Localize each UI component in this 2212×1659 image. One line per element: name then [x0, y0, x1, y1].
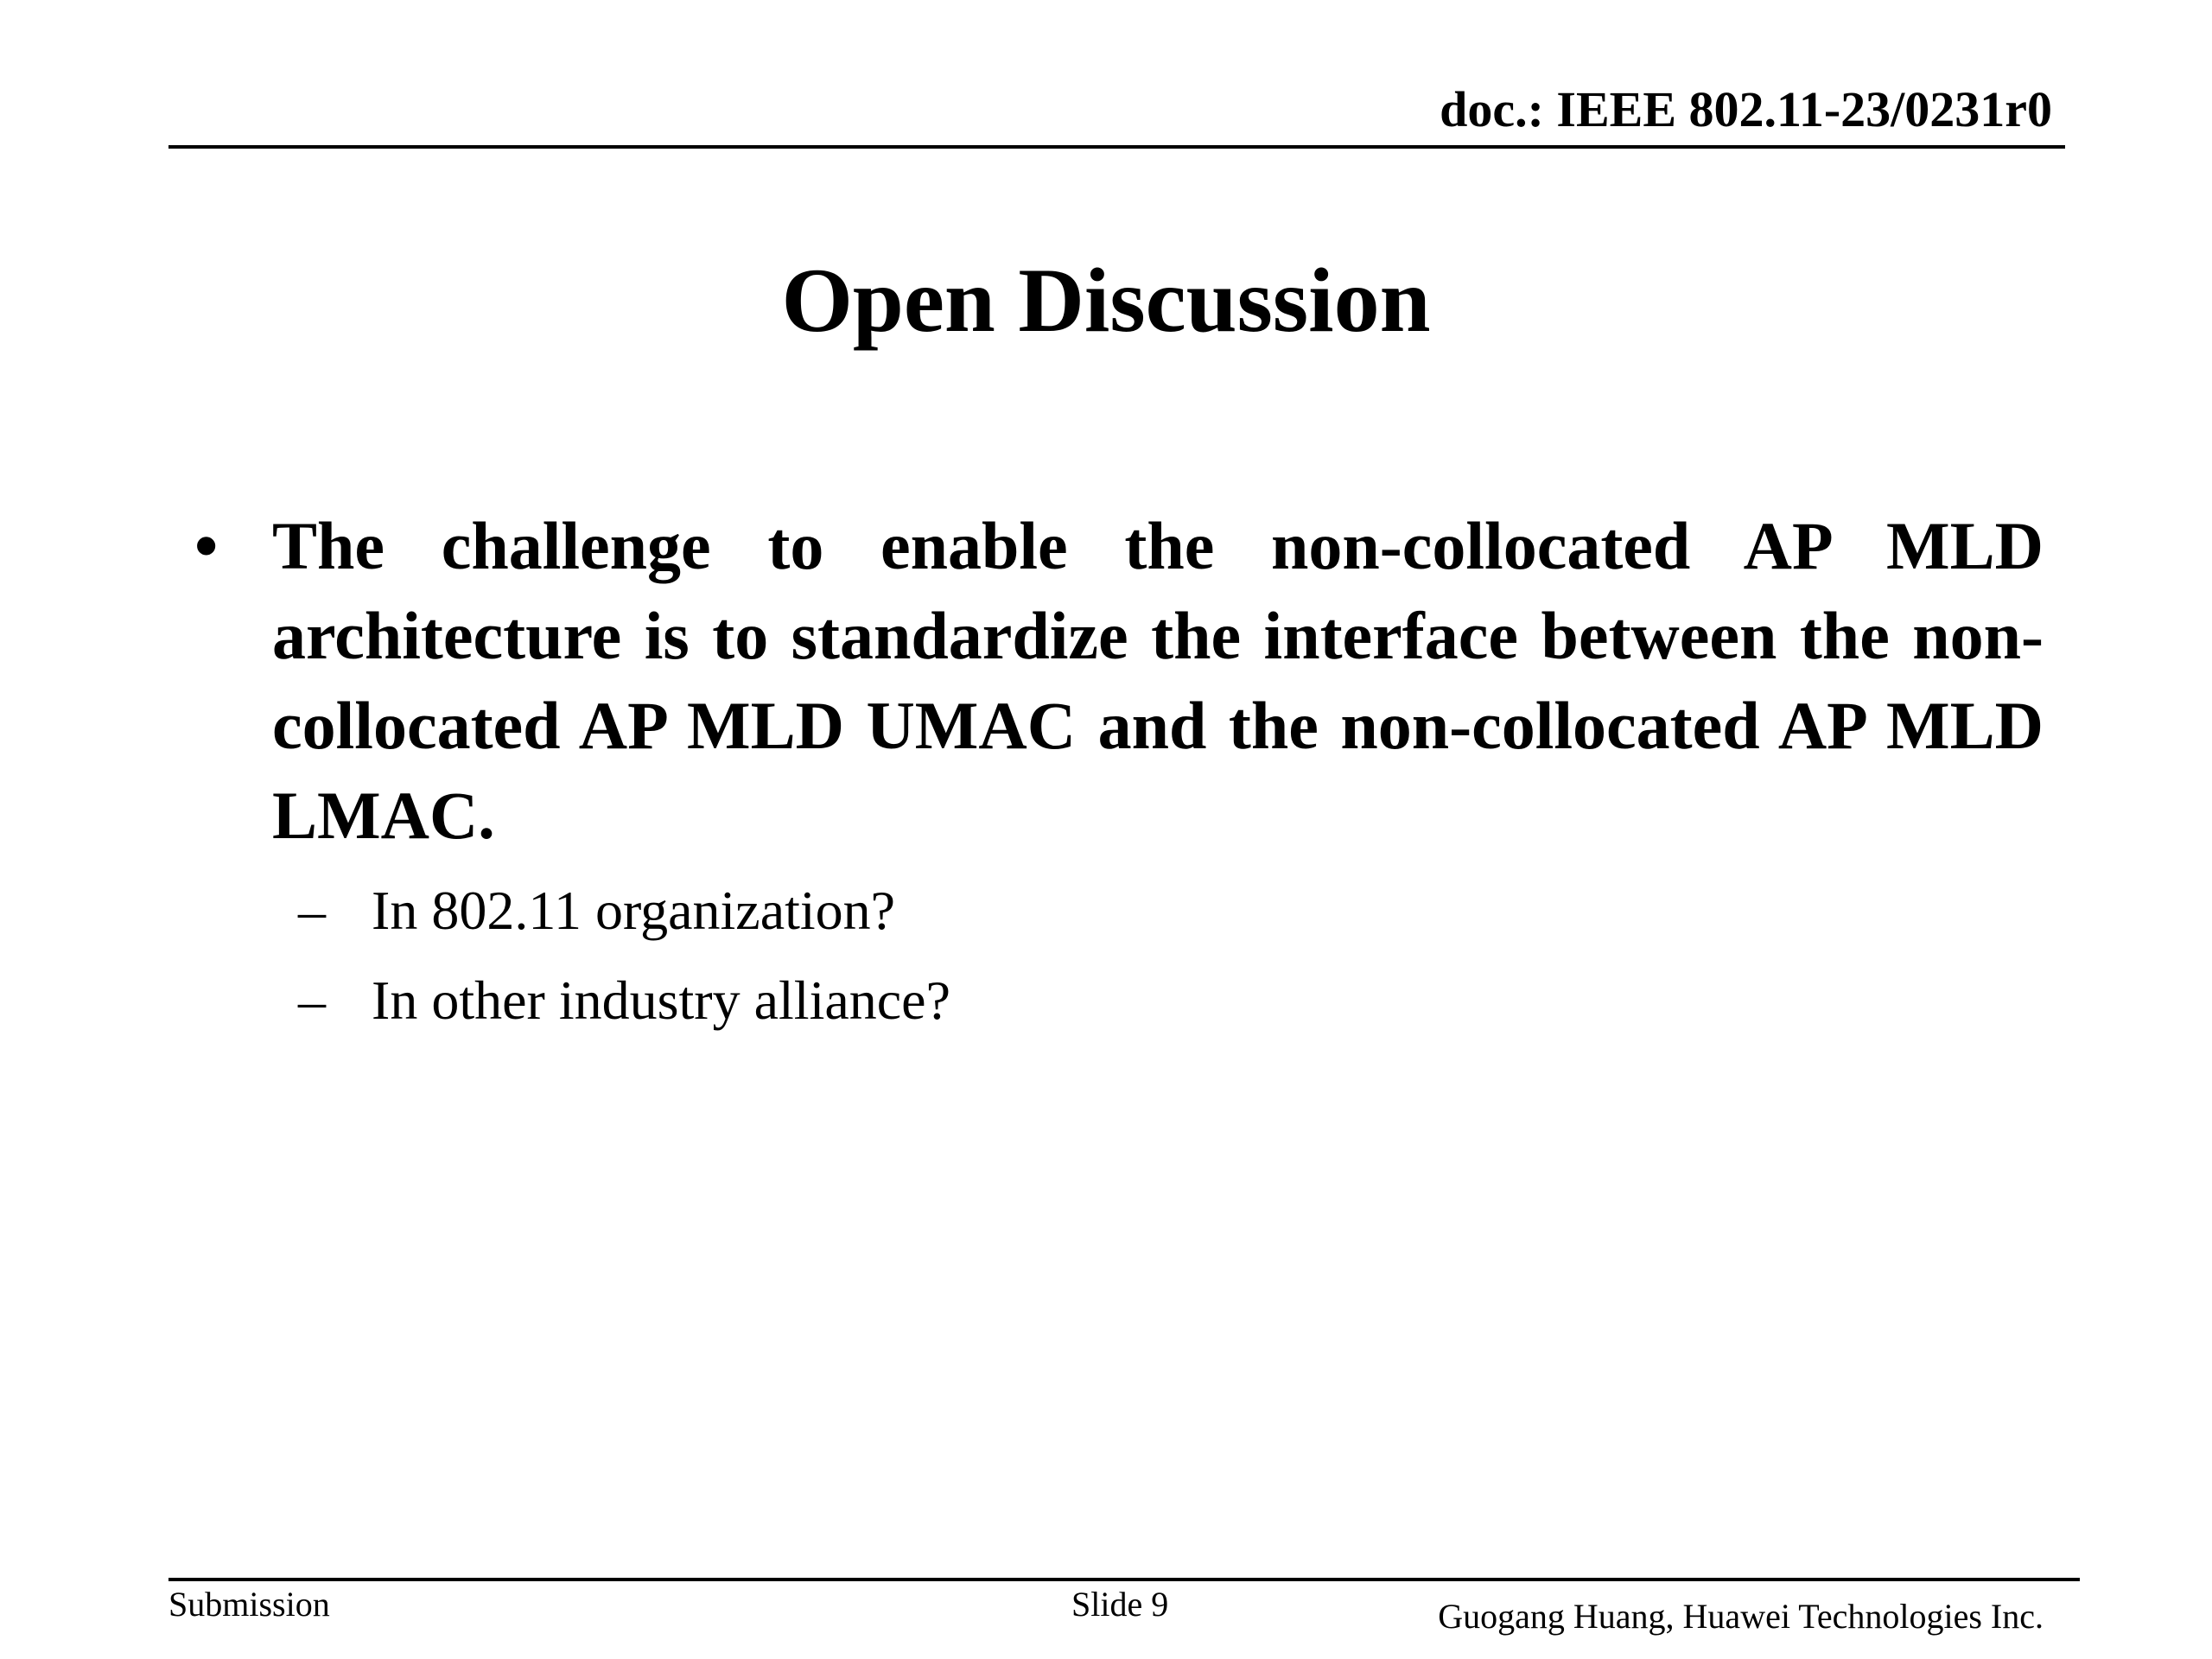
sub-bullet-list	[177, 866, 2044, 1046]
footer-divider	[168, 1578, 2080, 1581]
footer-submission: Submission	[168, 1585, 330, 1624]
bullet-marker: •	[194, 508, 219, 583]
sub-bullet-text: In other industry alliance?	[372, 969, 950, 1031]
bullet-text: The challenge to enable the non-collocated AP MLD architecture is to standardize the interface between the non-collocated AP MLD UMAC and the non-collocated AP MLD LMAC.	[272, 508, 2044, 853]
sub-bullet-marker: –	[298, 969, 326, 1031]
bullet-item	[177, 501, 2044, 861]
bullet-list	[177, 501, 2044, 1046]
sub-bullet-marker: –	[298, 880, 326, 941]
header-divider	[168, 145, 2065, 149]
document-id: doc.: IEEE 802.11-23/0231r0	[1440, 81, 2052, 137]
footer-author: Guogang Huang, Huawei Technologies Inc.	[1438, 1597, 2044, 1636]
sub-bullet-item	[177, 956, 2044, 1046]
slide-title: Open Discussion	[781, 250, 1431, 351]
sub-bullet-item	[177, 866, 2044, 956]
sub-bullet-text: In 802.11 organization?	[372, 880, 896, 941]
footer-slide-number: Slide 9	[1071, 1585, 1169, 1624]
